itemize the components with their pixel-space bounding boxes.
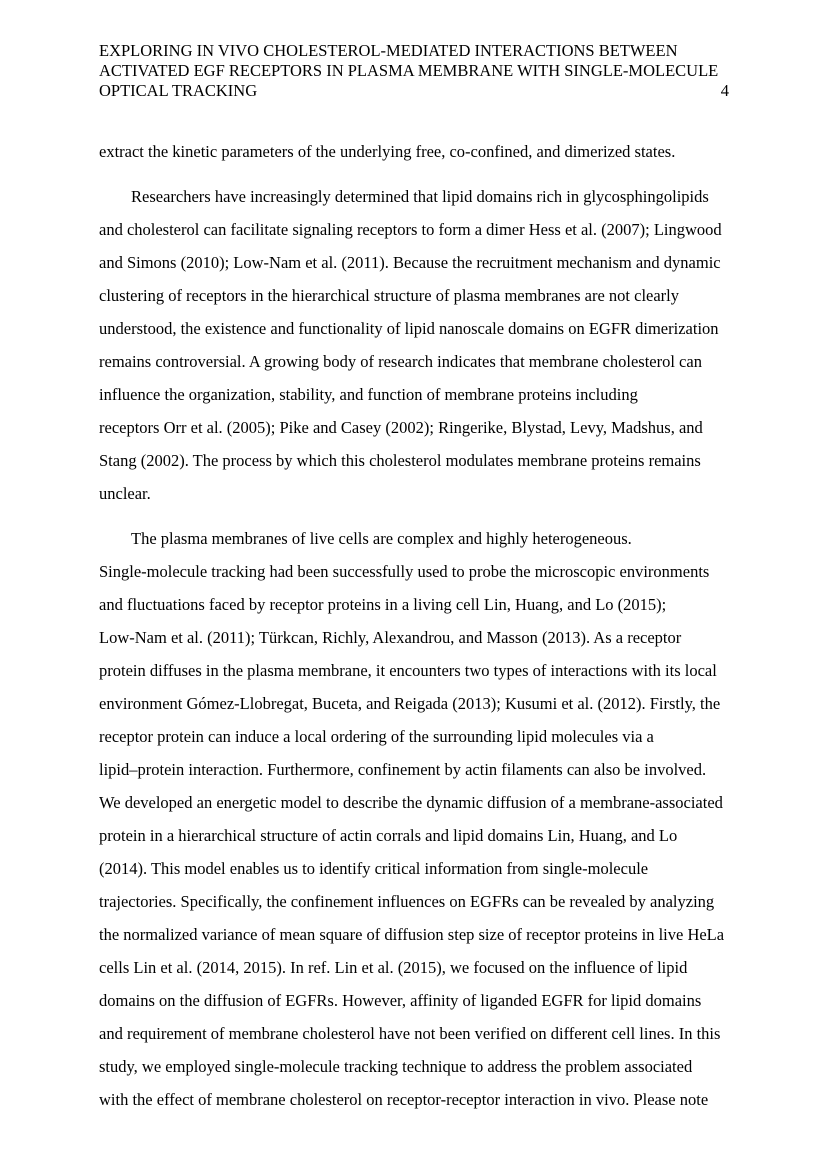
page-body bbox=[99, 135, 729, 1128]
text-line: influence the organization, stability, and function of membrane proteins including bbox=[99, 385, 638, 404]
page-number: 4 bbox=[720, 81, 729, 100]
text-line: study, we employed single-molecule tracking technique to address the problem associated bbox=[99, 1057, 693, 1076]
paragraph bbox=[99, 180, 729, 510]
text-line: receptors Orr et al. (2005); Pike and Casey (2002); Ringerike, Blystad, Levy, Madshus, and bbox=[99, 418, 703, 437]
text-line: and requirement of membrane cholesterol have not been verified on different cell lines. In this bbox=[99, 1024, 721, 1043]
text-line: Stang (2002). The process by which this cholesterol modulates membrane proteins remains bbox=[99, 451, 701, 470]
text-line: Low-Nam et al. (2011); Türkcan, Richly, Alexandrou, and Masson (2013). As a receptor bbox=[99, 628, 682, 647]
text-line: clustering of receptors in the hierarchical structure of plasma membranes are not clearly bbox=[99, 286, 679, 305]
text-line: and fluctuations faced by receptor proteins in a living cell Lin, Huang, and Lo (2015); bbox=[99, 595, 667, 614]
running-head-line-1: EXPLORING IN VIVO CHOLESTEROL-MEDIATED INTERACTIONS BETWEEN bbox=[99, 41, 678, 60]
text-line: and Simons (2010); Low-Nam et al. (2011). Because the recruitment mechanism and dynamic bbox=[99, 253, 721, 272]
text-line: the normalized variance of mean square of diffusion step size of receptor proteins in live HeLa bbox=[99, 925, 725, 944]
text-line: We developed an energetic model to describe the dynamic diffusion of a membrane-associated bbox=[99, 793, 723, 812]
text-line: extract the kinetic parameters of the underlying free, co-confined, and dimerized states. bbox=[99, 142, 676, 161]
text-line: unclear. bbox=[99, 484, 151, 503]
text-line: lipid–protein interaction. Furthermore, confinement by actin filaments can also be involved. bbox=[99, 760, 707, 779]
text-line: (2014). This model enables us to identify critical information from single-molecule bbox=[99, 859, 649, 878]
text-line: remains controversial. A growing body of research indicates that membrane cholesterol can bbox=[99, 352, 702, 371]
paragraph bbox=[99, 522, 729, 1116]
running-head-title-text: OPTICAL TRACKING bbox=[99, 81, 258, 100]
text-line: receptor protein can induce a local ordering of the surrounding lipid molecules via a bbox=[99, 727, 654, 746]
running-head-line-3 bbox=[99, 81, 729, 101]
text-line: understood, the existence and functionality of lipid nanoscale domains on EGFR dimerization bbox=[99, 319, 719, 338]
text-line: The plasma membranes of live cells are complex and highly heterogeneous. bbox=[131, 529, 632, 548]
text-line: with the effect of membrane cholesterol on receptor-receptor interaction in vivo. Please note bbox=[99, 1090, 709, 1109]
running-head bbox=[99, 41, 729, 101]
text-line: and cholesterol can facilitate signaling receptors to form a dimer Hess et al. (2007); Lingwood bbox=[99, 220, 722, 239]
text-line: cells Lin et al. (2014, 2015). In ref. Lin et al. (2015), we focused on the influence of lipid bbox=[99, 958, 688, 977]
text-line: Single-molecule tracking had been successfully used to probe the microscopic environments bbox=[99, 562, 710, 581]
text-line: protein in a hierarchical structure of actin corrals and lipid domains Lin, Huang, and Lo bbox=[99, 826, 678, 845]
running-head-line-2: ACTIVATED EGF RECEPTORS IN PLASMA MEMBRANE WITH SINGLE-MOLECULE bbox=[99, 61, 719, 80]
text-line: Researchers have increasingly determined that lipid domains rich in glycosphingolipids bbox=[131, 187, 709, 206]
text-line: protein diffuses in the plasma membrane, it encounters two types of interactions with its local bbox=[99, 661, 717, 680]
text-line: trajectories. Specifically, the confinement influences on EGFRs can be revealed by analyzing bbox=[99, 892, 715, 911]
text-line: environment Gómez-Llobregat, Buceta, and Reigada (2013); Kusumi et al. (2012). Firstly, the bbox=[99, 694, 721, 713]
paragraph bbox=[99, 135, 729, 168]
text-line: domains on the diffusion of EGFRs. However, affinity of liganded EGFR for lipid domains bbox=[99, 991, 702, 1010]
